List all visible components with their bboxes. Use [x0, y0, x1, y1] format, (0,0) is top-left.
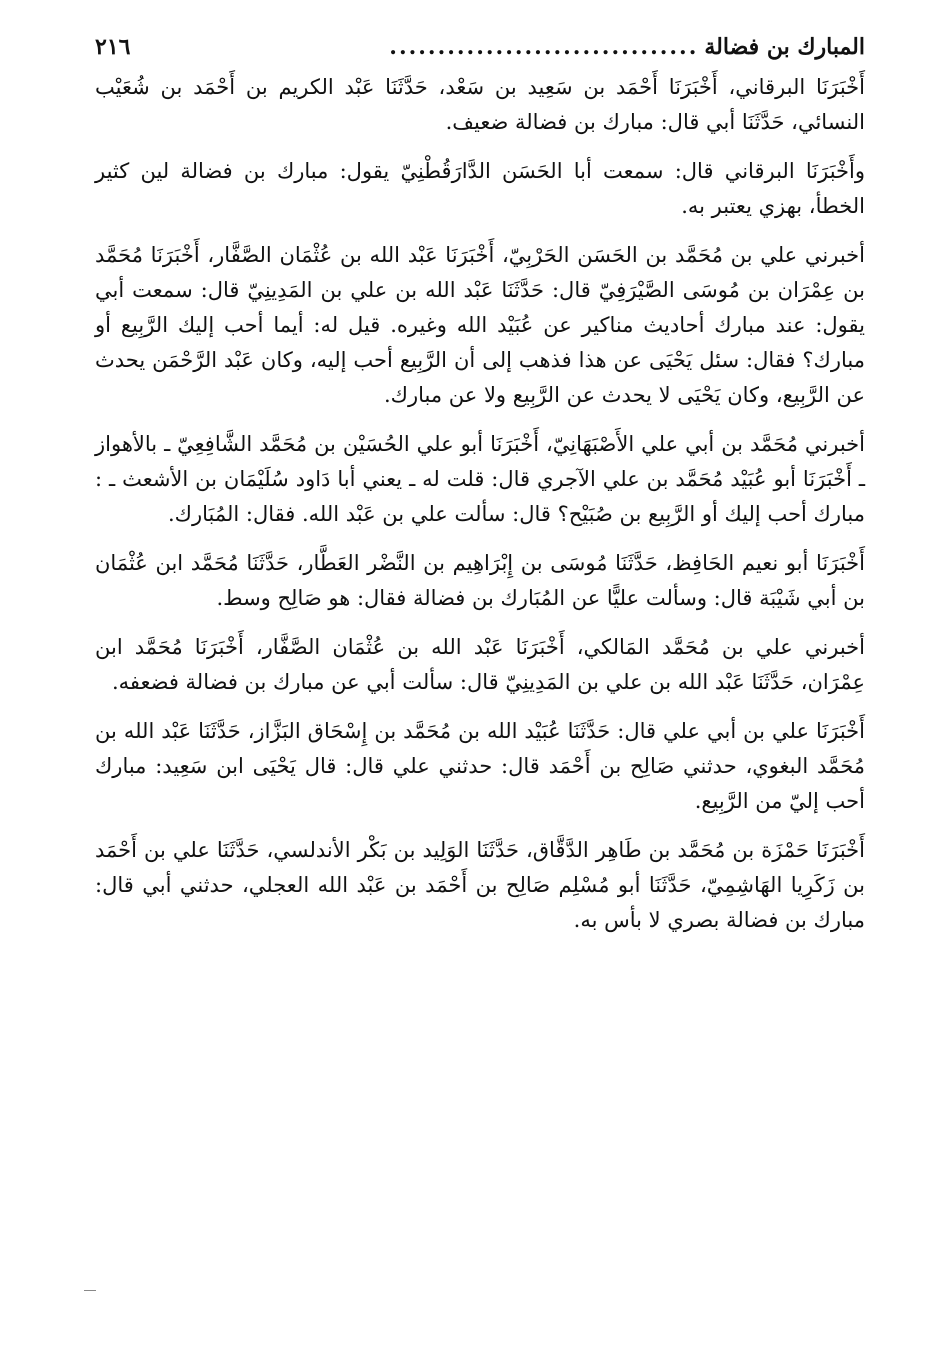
paragraph-1: أَخْبَرَنَا البرقاني، أَخْبَرَنَا أَحْمَد بن سَعِيد بن سَعْد، حَدَّثَنَا عَبْد الكريم بن أَحْمَد بن شُعَيْب النسائي، حَدَّثَنَا أبي قال: مبارك بن فضالة ضعيف. [95, 75, 865, 134]
paragraph-5: أَخْبَرَنَا أبو نعيم الحَافِظ، حَدَّثَنَا مُوسَى بن إِبْرَاهِيم بن النَّضْر العَطَّار، حَدَّثَنَا مُحَمَّد ابن عُثْمَان بن أبي شَيْبَة قال: وسألت عليًّا عن المُبَارك بن فضالة فقال: هو صَالِح وسط. [95, 551, 865, 610]
page-number: ٢١٦ [95, 34, 131, 60]
paragraph-7: أَخْبَرَنَا علي بن أبي علي قال: حَدَّثَنَا عُبَيْد الله بن مُحَمَّد بن إِسْحَاق البَزَّاز، حَدَّثَنَا عَبْد الله بن مُحَمَّد البغوي، حدثني صَالِح بن أَحْمَد قال: حدثني علي قال: قال يَحْيَى ابن سَعِيد: مبارك أحب إليّ من الرَّبِيع. [95, 719, 865, 813]
book-page [95, 30, 865, 950]
header-title-group [389, 30, 865, 64]
chapter-title: المبارك بن فضالة [704, 34, 865, 60]
margin-mark [84, 1290, 96, 1291]
running-header [95, 30, 865, 64]
paragraph-2: وأَخْبَرَنَا البرقاني قال: سمعت أبا الحَسَن الدَّارَقُطْنِيّ يقول: مبارك بن فضالة لين كثير الخطأ، بهزي يعتبر به. [95, 159, 865, 218]
paragraph-8: أَخْبَرَنَا حَمْزَة بن مُحَمَّد بن طَاهِر الدَّقَّاق، حَدَّثَنَا الوَلِيد بن بَكْر الأندلسي، حَدَّثَنَا علي بن أَحْمَد بن زَكَرِيا الهَاشِمِيّ، حَدَّثَنَا أبو مُسْلِم صَالِح بن أَحْمَد بن عَبْد الله العجلي، حدثني أبي قال: مبارك بن فضالة بصري لا بأس به. [95, 838, 865, 932]
paragraph-3: أخبرني علي بن مُحَمَّد بن الحَسَن الحَرْبِيّ، أَخْبَرَنَا عَبْد الله بن عُثْمَان الصَّفَّار، أَخْبَرَنَا مُحَمَّد بن عِمْرَان بن مُوسَى الصَّيْرَفِيّ قال: حَدَّثَنَا عَبْد الله بن علي بن المَدِينِيّ قال: سمعت أبي يقول: عند مبارك أحاديث مناكير عن عُبَيْد الله وغيره. قيل له: أيما أحب إليك الرَّبِيع أو مبارك؟ فقال: سئل يَحْيَى عن هذا فذهب إلى أن الرَّبِيع أحب إليه، وكان عَبْد الرَّحْمَن يحدث عن الرَّبِيع، وكان يَحْيَى لا يحدث عن الرَّبِيع ولا عن مبارك. [95, 243, 865, 407]
header-dot-leader: ................................ [389, 34, 699, 60]
paragraph-6: أخبرني علي بن مُحَمَّد المَالكي، أَخْبَرَنَا عَبْد الله بن عُثْمَان الصَّفَّار، أَخْبَرَنَا مُحَمَّد ابن عِمْرَان، حَدَّثَنَا عَبْد الله بن علي بن المَدِينِيّ قال: سألت أبي عن مبارك بن فضالة فضعفه. [95, 635, 865, 694]
paragraph-4: أخبرني مُحَمَّد بن أبي علي الأَصْبَهَانِيّ، أَخْبَرَنَا أبو علي الحُسَيْن بن مُحَمَّد الشَّافِعِيّ ـ بالأهواز ـ أَخْبَرَنَا أبو عُبَيْد مُحَمَّد بن علي الآجري قال: قلت له ـ يعني أبا دَاود سُلَيْمَان بن الأشعث ـ : مبارك أحب إليك أو الرَّبِيع بن صُبَيْح؟ قال: سألت علي بن عَبْد الله. فقال: المُبَارك. [95, 432, 865, 526]
